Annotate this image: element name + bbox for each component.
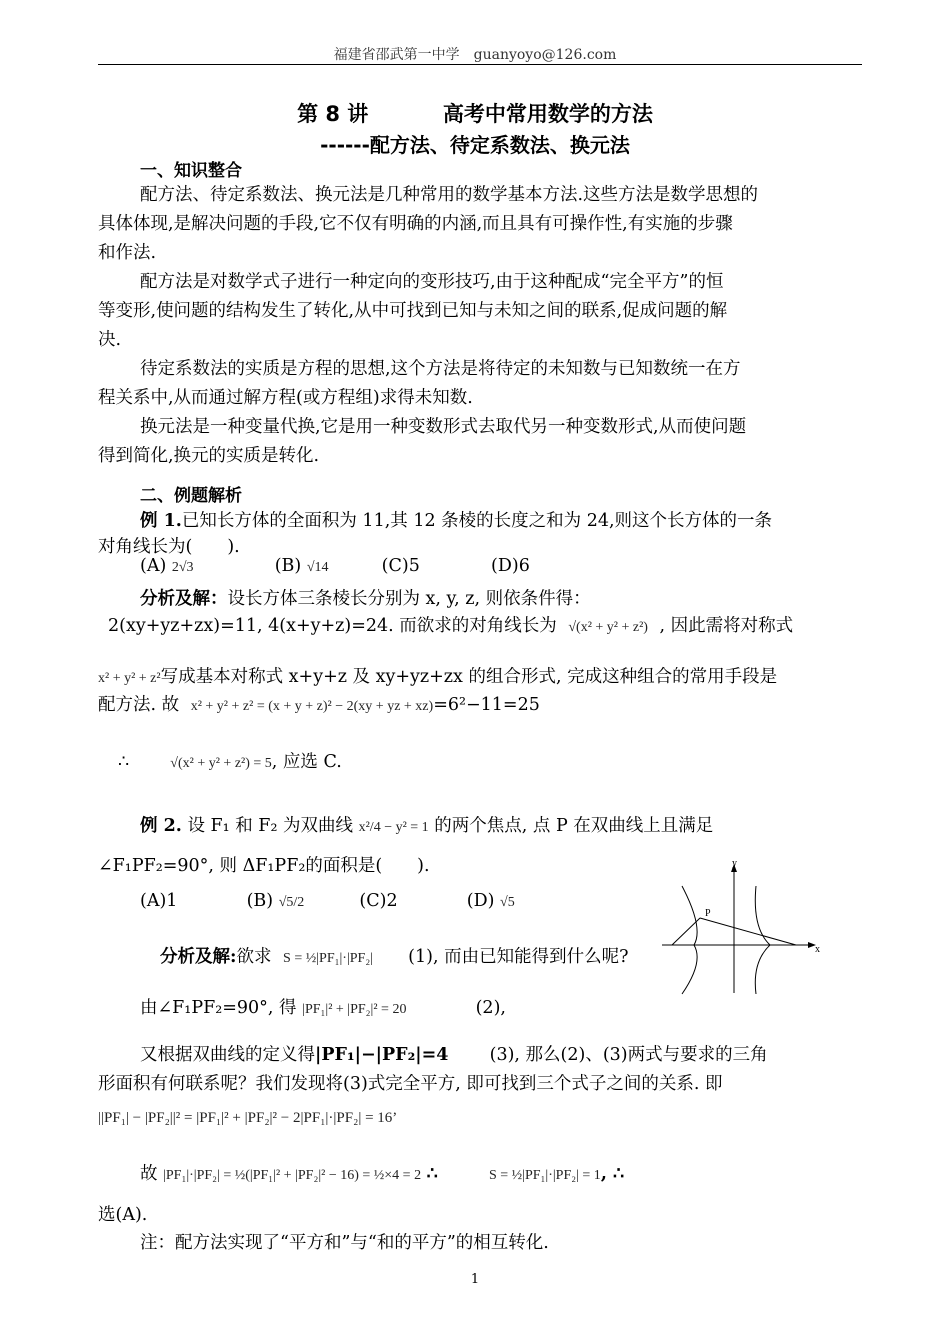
ex2-step-3-cont: 形面积有何联系呢？我们发现将(3)式完全平方, 即可找到三个式子之间的关系. 即 [98, 1074, 723, 1094]
para3-line1: 待定系数法的实质是方程的思想,这个方法是将待定的未知数与已知数统一在方 [140, 359, 741, 379]
section-heading-knowledge: 一、知识整合 [140, 161, 242, 181]
ex2-options [140, 891, 515, 911]
para4-line2: 得到简化,换元的实质是转化. [98, 446, 320, 466]
para1-line3: 和作法. [98, 243, 157, 263]
ex2-hyperbola-expr: x²/4 − y² = 1 [358, 820, 429, 835]
ex2-option-b: (B) √5/2 [246, 891, 305, 911]
ex1-analysis-label: 分析及解： [140, 589, 228, 609]
lecture-subtitle: ------配方法、待定系数法、换元法 [320, 133, 630, 157]
ex1-sym-expr: x² + y² + z² [98, 671, 161, 686]
ex2-area-expr: S = ½|PF₁|·|PF₂| [283, 951, 374, 966]
ex2-result-line: 故 |PF₁|·|PF₂| = ½(|PF₁|² + |PF₂|² − 16) = ½×4 = 2 ∴ S = ½|PF₁|·|PF₂| = 1, ∴ [140, 1164, 625, 1184]
ex1-symmetric-line: x² + y² + z²写成基本对称式 x+y+z 及 xy+yz+zx 的组合形式, 完成这种组合的常用手段是 [98, 667, 778, 687]
ex1-label: 例 1. [140, 511, 182, 531]
lecture-topic: 高考中常用数学的方法 [442, 102, 653, 126]
ex1-question: 已知长方体的全面积为 11,其 12 条棱的长度之和为 24,则这个长方体的一条 [181, 511, 773, 531]
ex2-squared-identity: ||PF₁| − |PF₂||² = |PF₁|² + |PF₂|² − 2|PF₁|·|PF₂| = 16’ [98, 1110, 398, 1126]
ex2-step-3: 又根据双曲线的定义得|PF₁|−|PF₂|=4 (3), 那么(2)、(3)两式与要求的三角 [140, 1045, 768, 1065]
ex2-analysis-label: 分析及解: [160, 947, 237, 967]
para3-line2: 程关系中,从而通过解方程(或方程组)求得未知数. [98, 388, 473, 408]
ex2-line2: ∠F₁PF₂=90°, 则 ΔF₁PF₂的面积是( ). [98, 856, 430, 876]
ex2-area-result-expr: S = ½|PF₁|·|PF₂| = 1 [488, 1168, 601, 1183]
ex1-option-b: (B) √14 [274, 556, 329, 576]
hyperbola-right-branch [755, 886, 770, 994]
ex2-eq2-expr: |PF₁|² + |PF₂|² = 20 [302, 1002, 407, 1017]
ex1-analysis-text: 设长方体三条棱长分别为 x, y, z, 则依条件得： [227, 589, 591, 609]
ex2-option-c: (C)2 [359, 891, 398, 911]
hyperbola-figure [660, 858, 830, 998]
section-heading-examples: 二、例题解析 [140, 486, 242, 506]
header-rule [98, 64, 862, 65]
ex1-option-a: (A) 2√3 [140, 556, 194, 576]
para2-line2: 等变形,使问题的结构发生了转化,从中可找到已知与未知之间的联系,促成问题的解 [98, 301, 728, 321]
ex1-options [140, 556, 530, 576]
ex2-note: 注：配方法实现了“平方和”与“和的平方”的相互转化. [140, 1233, 549, 1253]
segment-pf2 [700, 918, 796, 945]
ex1-conclusion-expr: √(x² + y² + z²) = 5 [170, 756, 272, 771]
ex2-answer: 选(A). [98, 1205, 148, 1225]
ex1-square-expr: x² + y² + z² = (x + y + z)² − 2(xy + yz + xz) [190, 699, 434, 714]
ex2-analysis: 分析及解:欲求 S = ½|PF₁|·|PF₂| (1), 而由已知能得到什么呢? [160, 947, 629, 967]
x-axis-label: x [815, 944, 820, 955]
hyperbola-left-branch [682, 886, 697, 994]
lecture-title [0, 98, 950, 128]
ex1-line1 [140, 507, 772, 532]
ex1-conclusion: ∴ √(x² + y² + z²) = 5, 应选 C. [118, 752, 342, 772]
ex1-diagonal-expr: √(x² + y² + z²) [568, 620, 648, 635]
ex2-eq3-expr: |PF₁|−|PF₂|=4 [315, 1045, 449, 1065]
ex2-product-expr: |PF₁|·|PF₂| = ½(|PF₁|² + |PF₂|² − 16) = ½×4 = 2 [163, 1168, 422, 1183]
ex1-equation-line: 2(xy+yz+zx)=11, 4(x+y+z)=24. 而欲求的对角线长为 √(x² + y² + z²) , 因此需将对称式 [108, 616, 794, 636]
lecture-number: 第 8 讲 [297, 102, 369, 126]
ex2-option-d: (D) √5 [466, 891, 515, 911]
page-number: 1 [470, 1272, 480, 1287]
ex1-option-c: (C)5 [381, 556, 420, 576]
ex2-option-a: (A)1 [140, 891, 178, 911]
para1-line2: 具体体现,是解决问题的手段,它不仅有明确的内涵,而且具有可操作性,有实施的步骤 [98, 214, 733, 234]
point-p-label: P [705, 908, 711, 919]
para4-line1: 换元法是一种变量代换,它是用一种变数形式去取代另一种变数形式,从而使问题 [140, 417, 747, 437]
ex1-option-d: (D)6 [491, 556, 530, 576]
ex2-label: 例 2. [140, 816, 182, 836]
para1-line1: 配方法、待定系数法、换元法是几种常用的数学基本方法.这些方法是数学思想的 [140, 185, 759, 205]
para2-line3: 决. [98, 330, 122, 350]
y-axis-label: y [732, 858, 737, 869]
page-header: 福建省邵武第一中学 guanyoyo@126.com [333, 47, 617, 63]
para2-line1: 配方法是对数学式子进行一种定向的变形技巧,由于这种配成“完全平方”的恒 [140, 272, 724, 292]
ex1-analysis [140, 585, 591, 610]
ex2-line1: 例 2. 设 F₁ 和 F₂ 为双曲线 x²/4 − y² = 1 的两个焦点, 点 P 在双曲线上且满足 [140, 816, 714, 836]
ex1-line2: 对角线长为( ). [98, 537, 240, 557]
ex2-step-2: 由∠F₁PF₂=90°, 得 |PF₁|² + |PF₂|² = 20 (2), [140, 998, 506, 1018]
ex1-completing-square: 配方法. 故 x² + y² + z² = (x + y + z)² − 2(xy + yz + xz)=6²−11=25 [98, 695, 540, 715]
